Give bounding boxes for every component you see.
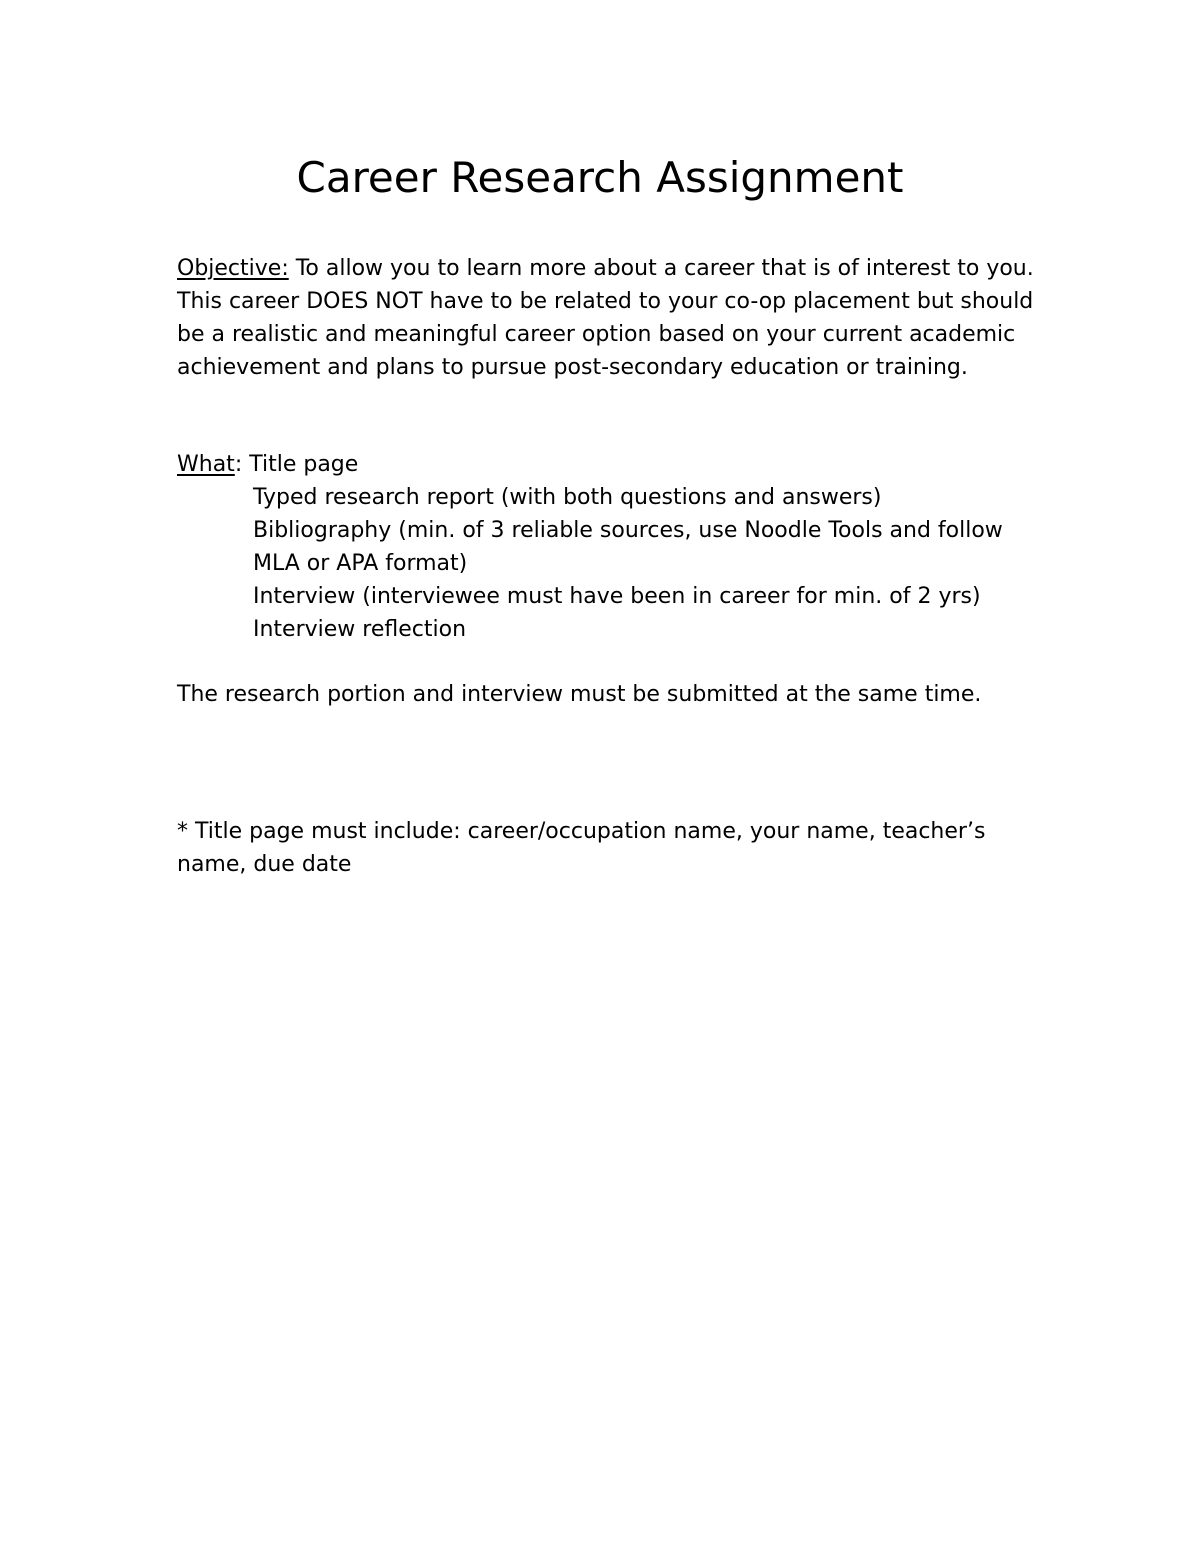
title-page-note: * Title page must include: career/occupation name, your name, teacher’s name, due date	[177, 819, 986, 877]
what-label: What	[177, 452, 235, 477]
page-title: Career Research Assignment	[296, 153, 904, 202]
what-section	[177, 448, 1037, 646]
objective-label: Objective:	[177, 256, 289, 281]
what-item-report: Typed research report (with both questions and answers)	[253, 485, 882, 510]
what-item-title-page: Title page	[249, 452, 359, 477]
what-first-line	[177, 448, 1037, 481]
what-item-bibliography: Bibliography (min. of 3 reliable sources, use Noodle Tools and follow	[253, 518, 1003, 543]
what-separator: :	[234, 452, 250, 477]
objective-text: To allow you to learn more about a career that is of interest to you. This career DOES NOT have to be related to your co-op placement but should be a realistic and meaningful career option based on your current academic achievement and plans to pursue post-secondary education or training.	[177, 256, 1034, 380]
what-item-reflection: Interview reflection	[253, 617, 467, 642]
what-item-bibliography-format: MLA or APA format)	[253, 551, 468, 576]
objective-paragraph	[177, 252, 1037, 384]
submission-note: The research portion and interview must be submitted at the same time.	[177, 682, 982, 707]
what-item-interview: Interview (interviewee must have been in career for min. of 2 yrs)	[253, 584, 981, 609]
